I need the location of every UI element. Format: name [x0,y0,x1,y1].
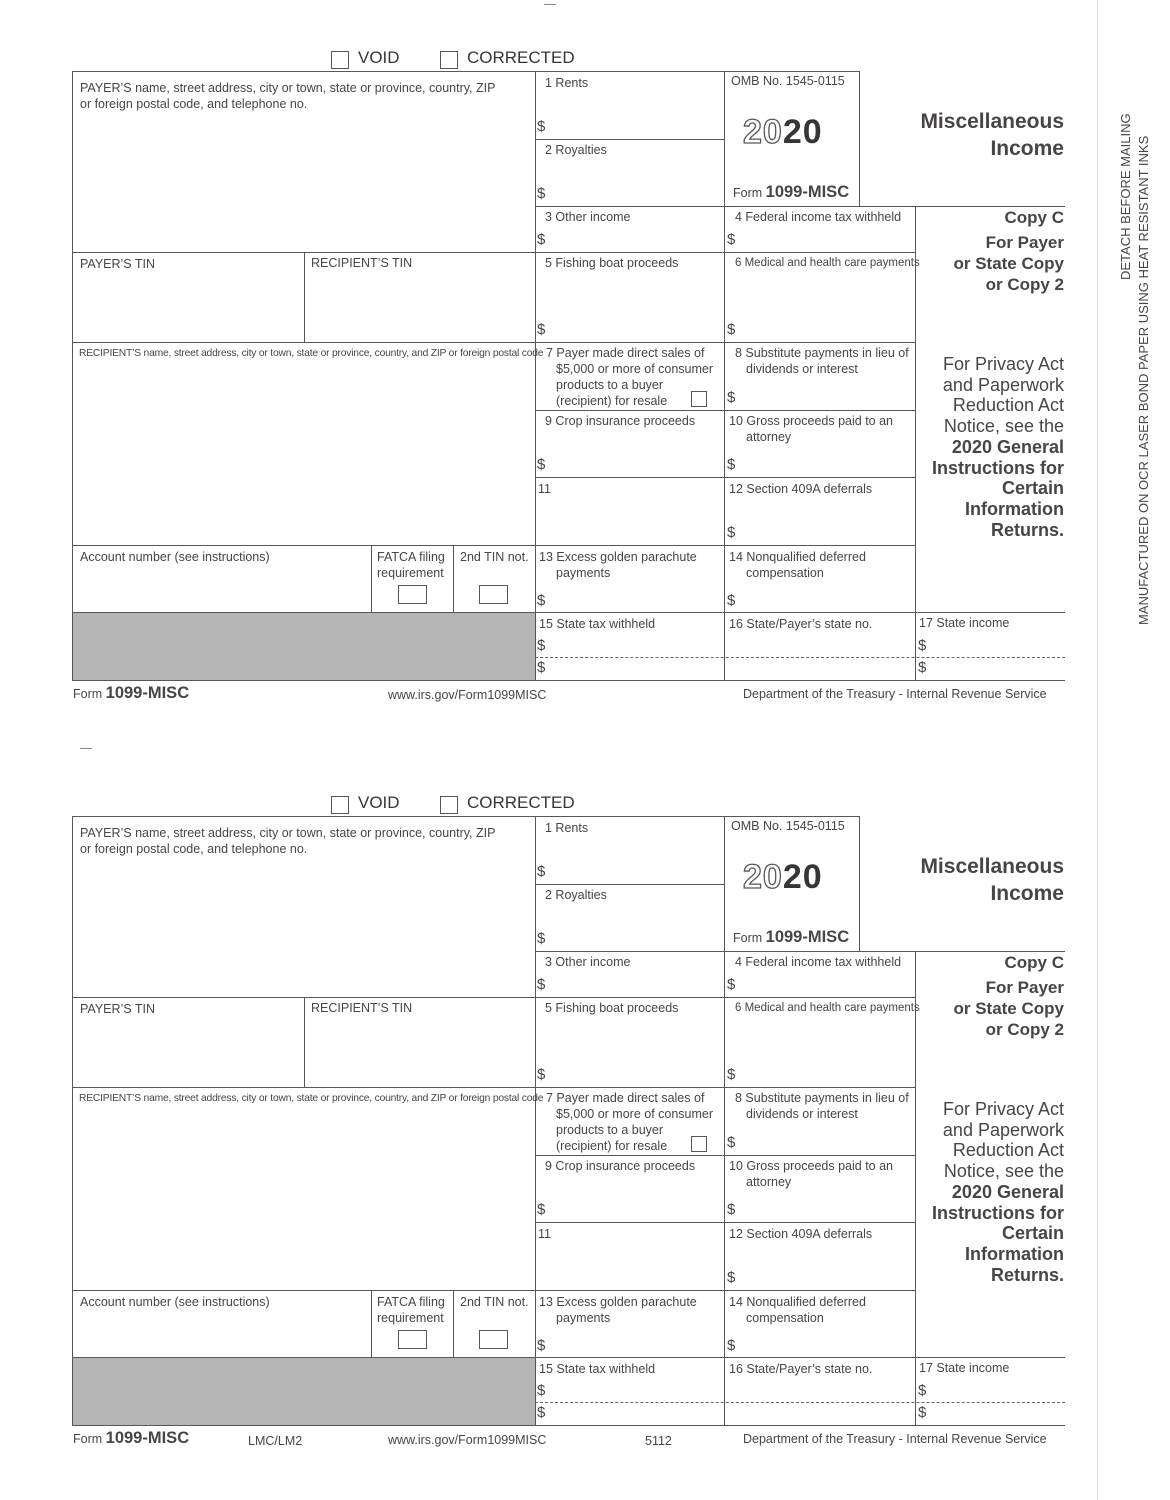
year-outline: 20 [743,113,783,151]
privacy-line-9: Returns. [990,1264,1064,1285]
grid-line [535,816,536,1425]
box14-label-1: 14 Nonqualified deferred [729,550,866,564]
second-tin-checkbox[interactable] [479,585,508,604]
box7-label-2: $5,000 or more of consumer [556,362,714,376]
box1-dollar: $ [537,863,546,880]
box2-dollar: $ [537,930,546,947]
fatca-checkbox[interactable] [398,1330,427,1349]
omb-number: OMB No. 1545-0115 [731,74,845,88]
box8-label-2: dividends or interest [746,362,858,376]
grid-line [535,139,724,140]
box7-checkbox[interactable] [691,391,707,407]
box10-dollar: $ [727,456,736,473]
box7-label-4: (recipient) for resale [556,1139,668,1153]
corrected-checkbox[interactable] [440,796,458,814]
grid-line [72,342,915,343]
shaded-area [73,1358,535,1425]
grid-line [535,1222,915,1223]
box13-label-1: 13 Excess golden parachute [539,550,697,564]
footer-form-label [73,684,189,703]
manufactured-text: MANUFACTURED ON OCR LASER BOND PAPER USING HEAT RESISTANT INKS [1136,135,1151,625]
box15-dollar-1: $ [537,1382,546,1399]
for-payer: For Payer [985,978,1064,997]
second-tin-label: 2nd TIN not. [460,550,529,564]
footer-number: 5112 [645,1434,672,1448]
form-label [733,184,849,201]
omb-number: OMB No. 1545-0115 [731,819,845,833]
grid-line [371,545,372,612]
grid-line [72,545,915,546]
box12-label: 12 Section 409A deferrals [729,1227,873,1241]
box1-label: 1 Rents [545,821,589,835]
box17-dollar-2: $ [918,659,927,676]
grid-line [535,951,1065,952]
void-checkbox[interactable] [331,796,349,814]
payer-tin-label: PAYER’S TIN [80,257,156,271]
grid-line [72,71,859,72]
grid-line [453,545,454,612]
footer-department: Department of the Treasury - Internal Revenue Service [743,687,1047,701]
box6-dollar: $ [727,1066,736,1083]
grid-line [72,680,1065,681]
privacy-line-3: Reduction Act [952,395,1064,416]
box15-label: 15 State tax withheld [539,1362,656,1376]
privacy-line-4: Notice, see the [943,416,1064,437]
box10-label-2: attorney [746,1175,792,1189]
year-outline: 20 [743,858,783,896]
privacy-line-1: For Privacy Act [942,354,1064,374]
privacy-line-9: Returns. [990,519,1064,540]
box11-label: 11 [538,1227,551,1241]
payer-name-label-2: or foreign postal code, and telephone no. [80,97,308,111]
form-prefix: Form [733,186,763,200]
box13-label-1: 13 Excess golden parachute [539,1295,697,1309]
box5-dollar: $ [537,1066,546,1083]
box12-label: 12 Section 409A deferrals [729,482,873,496]
box7-label-3: products to a buyer [556,1123,664,1137]
shaded-area [73,613,535,680]
footer-url[interactable]: www.irs.gov/Form1099MISC [388,688,547,702]
payer-name-label: PAYER’S name, street address, city or town, state or province, country, ZIP [80,826,496,840]
privacy-line-7: Certain [1001,1223,1064,1244]
box7-label-1: 7 Payer made direct sales of [546,1091,705,1105]
box16-label: 16 State/Payer’s state no. [729,1362,873,1376]
box7-label-4: (recipient) for resale [556,394,668,408]
privacy-notice [914,1099,1064,1285]
grid-line [535,1155,915,1156]
box11-label: 11 [538,482,551,496]
privacy-line-4: Notice, see the [943,1161,1064,1182]
box7-label-1: 7 Payer made direct sales of [546,346,705,360]
box10-label-1: 10 Gross proceeds paid to an [729,1159,893,1173]
box7-label-2: $5,000 or more of consumer [556,1107,714,1121]
box13-dollar: $ [537,1337,546,1354]
form-name: 1099-MISC [765,183,850,201]
account-number-label: Account number (see instructions) [80,1295,270,1309]
box4-dollar: $ [727,231,736,248]
box9-dollar: $ [537,456,546,473]
privacy-line-7: Certain [1001,478,1064,499]
box15-dollar-2: $ [537,659,546,676]
copy-c: Copy C [1004,953,1064,972]
grid-line [371,1290,372,1357]
box15-dollar-1: $ [537,637,546,654]
grid-line [535,206,1065,207]
copy-c: Copy C [1004,208,1064,227]
grid-line [304,252,305,342]
footer-department: Department of the Treasury - Internal Revenue Service [743,1432,1047,1446]
box6-label: 6 Medical and health care payments [735,1002,920,1014]
recipient-tin-label: RECIPIENT’S TIN [311,1001,413,1015]
account-number-label: Account number (see instructions) [80,550,270,564]
copy-2: or Copy 2 [985,275,1064,294]
box3-label: 3 Other income [545,955,631,969]
footer-form-name: 1099-MISC [105,1429,190,1447]
box3-dollar: $ [537,231,546,248]
state-copy: or State Copy [953,999,1064,1018]
footer-code: LMC/LM2 [248,1434,303,1448]
box15-label: 15 State tax withheld [539,617,656,631]
box14-label-2: compensation [746,566,824,580]
form-title-2: Income [990,882,1064,905]
form-title-2: Income [990,137,1064,160]
grid-line [72,252,915,253]
year-filled: 20 [782,858,823,896]
box7-label-3: products to a buyer [556,378,664,392]
form-copy-top [0,0,1170,745]
privacy-line-1: For Privacy Act [942,1099,1064,1119]
grid-line [535,71,536,680]
privacy-line-8: Information [965,1243,1064,1264]
privacy-line-2: and Paperwork [942,374,1064,395]
privacy-line-3: Reduction Act [952,1140,1064,1161]
box2-dollar: $ [537,185,546,202]
dashed-rule [535,1402,1065,1403]
box3-label: 3 Other income [545,210,631,224]
box10-label-2: attorney [746,430,792,444]
grid-line [535,477,915,478]
box15-dollar-2: $ [537,1404,546,1421]
year-filled: 20 [782,113,823,151]
box10-label-1: 10 Gross proceeds paid to an [729,414,893,428]
recipient-tin-label: RECIPIENT’S TIN [311,256,413,270]
box8-label-2: dividends or interest [746,1107,858,1121]
grid-line [535,884,724,885]
privacy-line-2: and Paperwork [942,1119,1064,1140]
privacy-line-6: Instructions for [931,1202,1064,1223]
grid-line [535,410,915,411]
box4-label: 4 Federal income tax withheld [735,955,902,969]
box1-label: 1 Rents [545,76,589,90]
box5-label: 5 Fishing boat proceeds [545,1001,679,1015]
for-payer: For Payer [985,233,1064,252]
box8-dollar: $ [727,1134,736,1151]
grid-line [72,816,859,817]
box6-label: 6 Medical and health care payments [735,257,920,269]
grid-line [72,1087,915,1088]
box3-dollar: $ [537,976,546,993]
form-title-1: Miscellaneous [920,855,1064,878]
form-prefix: Form [733,931,763,945]
grid-line [72,997,915,998]
box8-dollar: $ [727,389,736,406]
grid-line [304,997,305,1087]
box17-dollar-2: $ [918,1404,927,1421]
grid-line [859,71,860,206]
box13-dollar: $ [537,592,546,609]
payer-name-label: PAYER’S name, street address, city or town, state or province, country, ZIP [80,81,496,95]
corrected-label: CORRECTED [467,48,575,67]
dashed-rule [535,657,1065,658]
tax-year [743,113,823,152]
box2-label: 2 Royalties [545,143,607,157]
grid-line [724,71,725,680]
box1-dollar: $ [537,118,546,135]
box14-label-1: 14 Nonqualified deferred [729,1295,866,1309]
void-label: VOID [358,793,400,812]
fatca-label-2: requirement [377,1311,444,1325]
box9-dollar: $ [537,1201,546,1218]
form-name: 1099-MISC [765,928,850,946]
grid-line [72,816,73,1425]
grid-line [72,1425,1065,1426]
box14-label-2: compensation [746,1311,824,1325]
box5-dollar: $ [537,321,546,338]
payer-tin-label: PAYER’S TIN [80,1002,156,1016]
box5-label: 5 Fishing boat proceeds [545,256,679,270]
state-copy: or State Copy [953,254,1064,273]
box17-dollar-1: $ [918,1382,927,1399]
box4-dollar: $ [727,976,736,993]
fatca-label-1: FATCA filing [377,1295,445,1309]
corrected-label: CORRECTED [467,793,575,812]
box12-dollar: $ [727,1269,736,1286]
second-tin-checkbox[interactable] [479,1330,508,1349]
detach-text: DETACH BEFORE MAILING [1118,113,1133,280]
box13-label-2: payments [556,1311,611,1325]
box8-label-1: 8 Substitute payments in lieu of [735,1091,909,1105]
privacy-line-5: 2020 General [951,1181,1064,1202]
box17-label: 17 State income [919,1361,1010,1375]
form-title-1: Miscellaneous [920,110,1064,133]
void-checkbox[interactable] [331,51,349,69]
fatca-checkbox[interactable] [398,585,427,604]
grid-line [72,1290,915,1291]
box14-dollar: $ [727,1337,736,1354]
tax-year [743,858,823,897]
box10-dollar: $ [727,1201,736,1218]
fatca-label-2: requirement [377,566,444,580]
footer-form-prefix: Form [73,1432,103,1446]
box14-dollar: $ [727,592,736,609]
footer-url[interactable]: www.irs.gov/Form1099MISC [388,1433,547,1447]
privacy-line-5: 2020 General [951,436,1064,457]
privacy-notice [914,354,1064,540]
box6-dollar: $ [727,321,736,338]
footer-form-label [73,1429,189,1448]
box17-dollar-1: $ [918,637,927,654]
box9-label: 9 Crop insurance proceeds [545,1159,696,1173]
recipient-name-label: RECIPIENT’S name, street address, city or town, state or province, country, and ZIP or foreign postal code [79,348,544,359]
copy-2: or Copy 2 [985,1020,1064,1039]
footer-form-prefix: Form [73,687,103,701]
box13-label-2: payments [556,566,611,580]
box8-label-1: 8 Substitute payments in lieu of [735,346,909,360]
footer-form-name: 1099-MISC [105,684,190,702]
privacy-line-6: Instructions for [931,457,1064,478]
fatca-label-1: FATCA filing [377,550,445,564]
privacy-line-8: Information [965,498,1064,519]
box16-label: 16 State/Payer’s state no. [729,617,873,631]
box2-label: 2 Royalties [545,888,607,902]
payer-name-label-2: or foreign postal code, and telephone no. [80,842,308,856]
grid-line [724,816,725,1425]
form-copy-bottom [0,745,1170,1490]
grid-line [859,816,860,951]
second-tin-label: 2nd TIN not. [460,1295,529,1309]
void-label: VOID [358,48,400,67]
recipient-name-label: RECIPIENT’S name, street address, city or town, state or province, country, and ZIP or foreign postal code [79,1093,544,1104]
box12-dollar: $ [727,524,736,541]
corrected-checkbox[interactable] [440,51,458,69]
box17-label: 17 State income [919,616,1010,630]
grid-line [453,1290,454,1357]
box7-checkbox[interactable] [691,1136,707,1152]
grid-line [72,71,73,680]
form-label [733,929,849,946]
box4-label: 4 Federal income tax withheld [735,210,902,224]
box9-label: 9 Crop insurance proceeds [545,414,696,428]
